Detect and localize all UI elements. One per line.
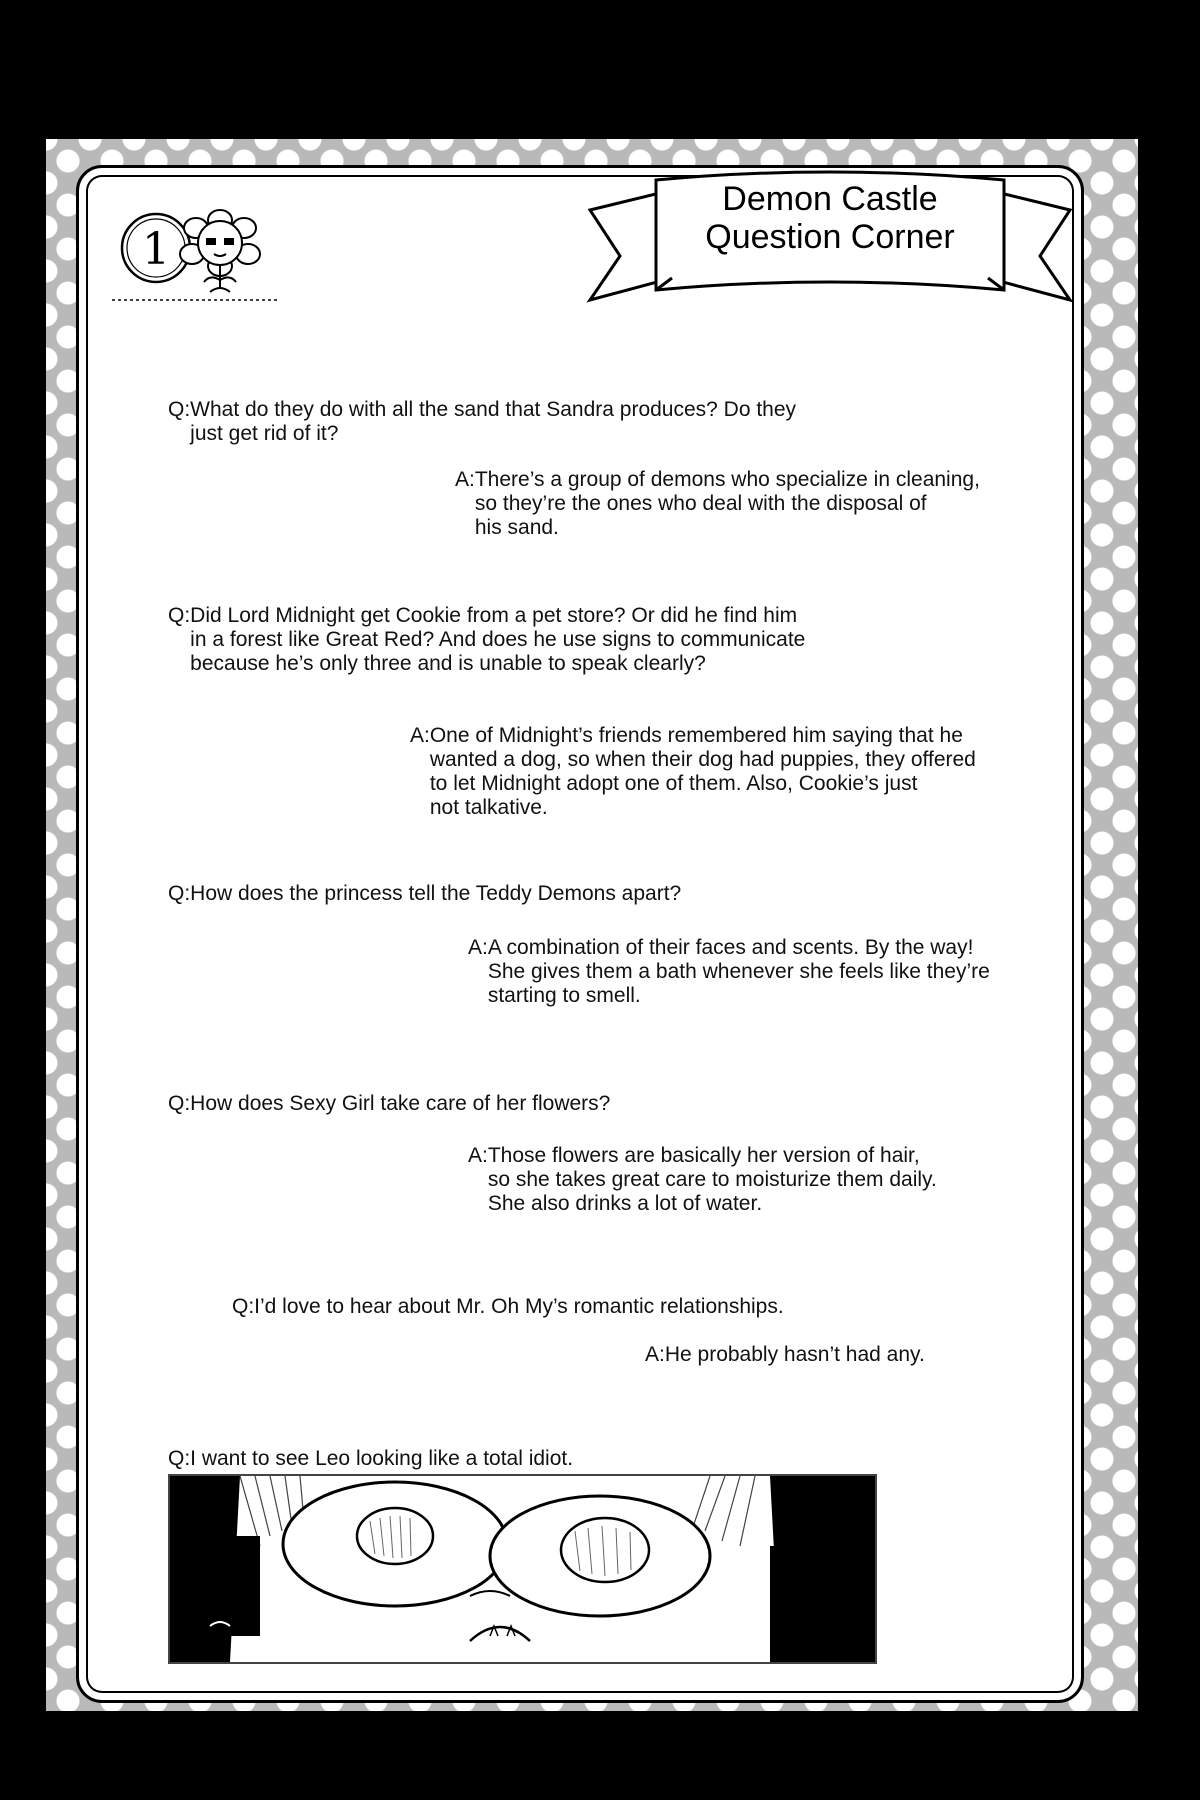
page-title: Demon Castle Question Corner	[705, 180, 955, 256]
answer-5	[645, 1343, 925, 1367]
answer-prefix: A:	[645, 1343, 665, 1366]
question-2	[168, 604, 805, 676]
mascot-illustration	[110, 200, 280, 310]
question-prefix: Q:	[168, 604, 191, 627]
question-text: How does Sexy Girl take care of her flowers?	[190, 1092, 611, 1115]
question-prefix: Q:	[168, 398, 191, 421]
leo-illustration	[168, 1474, 877, 1664]
question-text: Did Lord Midnight get Cookie from a pet store? Or did he find him in a forest like Great Red? And does he use signs to communicate because he’s only three and is unable to speak clearly?	[190, 604, 806, 675]
question-prefix: Q:	[168, 1447, 191, 1470]
question-text: I’d love to hear about Mr. Oh My’s romantic relationships.	[254, 1295, 784, 1318]
answer-prefix: A:	[468, 1144, 488, 1167]
question-text: How does the princess tell the Teddy Demons apart?	[190, 882, 682, 905]
answer-prefix: A:	[468, 936, 488, 959]
question-prefix: Q:	[168, 1092, 191, 1115]
question-1	[168, 398, 796, 446]
answer-text: He probably hasn’t had any.	[664, 1343, 925, 1366]
answer-text: There’s a group of demons who specialize in cleaning, so they’re the ones who deal with the disposal of his sand.	[474, 468, 980, 539]
question-text: What do they do with all the sand that Sandra produces? Do they just get rid of it?	[190, 398, 797, 445]
answer-prefix: A:	[410, 724, 430, 747]
question-text: I want to see Leo looking like a total idiot.	[190, 1447, 574, 1470]
answer-prefix: A:	[455, 468, 475, 491]
question-6	[168, 1447, 573, 1471]
answer-text: A combination of their faces and scents. By the way! She gives them a bath whenever she feels like they’re starting to smell.	[487, 936, 990, 1007]
badge-number: 1	[142, 224, 170, 275]
answer-3	[468, 936, 990, 1008]
answer-text: Those flowers are basically her version of hair, so she takes great care to moisturize them daily. She also drinks a lot of water.	[487, 1144, 937, 1215]
answer-4	[468, 1144, 937, 1216]
question-5	[232, 1295, 784, 1319]
question-4	[168, 1092, 610, 1116]
question-prefix: Q:	[168, 882, 191, 905]
answer-2	[410, 724, 976, 820]
answer-text: One of Midnight’s friends remembered him saying that he wanted a dog, so when their dog had puppies, they offered to let Midnight adopt one of them. Also, Cookie’s just not talkative.	[429, 724, 976, 819]
question-prefix: Q:	[232, 1295, 255, 1318]
content-panel	[76, 165, 1084, 1703]
question-3	[168, 882, 681, 906]
answer-1	[455, 468, 980, 540]
